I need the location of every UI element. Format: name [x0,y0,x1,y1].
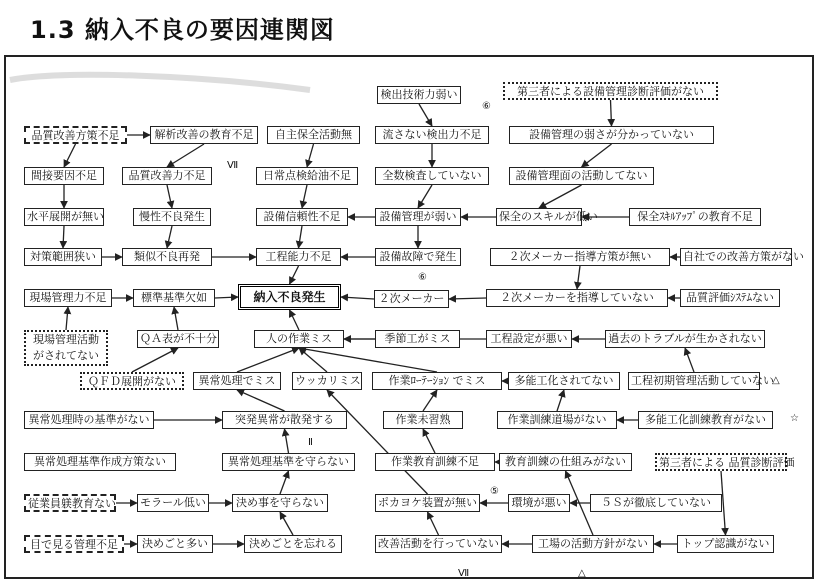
node-core: 納入不良発生 [238,284,341,310]
node-hito-sagyo-miss: 人の作業ミス [254,330,344,348]
node-hozen-skillup: 保全ｽｷﾙｱｯﾌﾟの教育不足 [629,208,761,226]
node-top-ninshiki: トップ認識がない [677,535,774,553]
edge-daisansha-hyoka-to-setsubi-kanri-wakaranai [611,100,612,126]
edge-kaizen-katsudo-to-pokayoke [428,512,439,535]
node-toppatsu-ijo: 突発異常が散発する [222,411,347,429]
node-jisha-kaizen: 自社での改善方策がない [680,248,792,266]
node-moral: モラール低い [137,494,209,512]
node-ijo-mamoranai: 異常処理基準を守らない [222,453,355,471]
node-jishu-hozen: 自主保全活動無 [267,126,360,144]
edge-ijo-shori-miss-to-hito-sagyo-miss [237,348,299,372]
edge-sagyo-kyoiku-to-sagyo-mijukuren [423,429,435,453]
node-kako-trouble: 過去のトラブルが生かされない [605,330,765,348]
node-kankyo: 環境が悪い [508,494,570,512]
node-nichijo-tenken: 日常点検給油不足 [256,167,358,185]
node-daisansha-hyoka: 第三者による設備管理診断評価がない [503,82,718,100]
edge-kenshutsu-ryoku-to-nagasanai [419,104,432,126]
edge-mansei-furyo-to-ruiji-furyo [167,226,172,248]
edge-sagyo-rotation-to-hito-sagyo-miss [299,348,437,372]
edge-niji-maker-to-core [341,297,374,299]
edge-qfd-tenkai-to-qa-hyo [132,348,178,372]
edge-kotei-noryoku-to-core [290,266,299,284]
node-kaiseki-kyoiku: 解析改善の教育不足 [150,126,258,144]
node-sagyo-mijukuren: 作業未習熟 [383,411,463,429]
edge-suihei-tenkai-to-taisaku-hanni [63,226,64,248]
circle-mark: ⑥ [418,272,427,283]
node-kisetsuko: 季節工がミス [375,330,460,348]
node-hozen-skill: 保全のスキルが低い [496,208,582,226]
node-kotei-settei: 工程設定が悪い [486,330,572,348]
node-zensu-kensa: 全数検査していない [375,167,489,185]
edge-hinshitsu-kaizen-hosaku-to-kansetsu-yoin [64,144,76,167]
roman-mark: Ⅱ [308,437,313,448]
triangle-mark: △ [772,375,780,386]
edge-genba-kanri-katsudo-to-genba-kanri [66,307,68,330]
node-jugyoin-kyoiku: 従業員躾教育ない [24,494,116,512]
node-kansetsu-yoin: 間接要因不足 [24,167,104,185]
triangle-mark: △ [578,568,586,579]
circle-mark: ⑥ [482,101,491,112]
edge-qa-hyo-to-hyojun-kijun [174,307,178,330]
edge-ijo-mamoranai-to-toppatsu-ijo [285,429,289,453]
node-daisansha-hinshitsu: 第三者による 品質診断評価 [655,453,787,471]
node-five-s: ５Ｓが徹底していない [590,494,722,512]
node-kimegoto-wasureru: 決めごとを忘れる [244,535,342,553]
edge-nichijo-tenken-to-setsubi-shinraisei [302,185,307,208]
node-ijo-shori-miss: 異常処理でミス [193,372,281,390]
node-suihei-tenkai: 水平展開が無い [24,208,104,226]
node-tanoko: 多能工化されてない [508,372,620,390]
node-niji-maker: ２次メーカー [374,290,449,308]
edge-sagyo-kunren-dojo-to-tanoko [557,390,564,411]
edge-kotei-shoki-to-kako-trouble [685,348,694,372]
node-ukkari-miss: ウッカリミス [292,372,362,390]
node-genba-kanri: 現場管理力不足 [24,289,112,307]
node-setsubi-kosho: 設備故障で発生 [375,248,461,266]
edge-pokayoke-to-ukkari-miss [327,390,428,494]
edge-niji-shido-shiteinai-to-niji-maker [449,298,486,299]
node-kotei-shoki: 工程初期管理活動していない [628,372,760,390]
node-hinshitsu-kaizen-hosaku: 品質改善方策不足 [24,126,127,144]
node-tanoko-kunren: 多能工化訓練教育がない [638,411,773,429]
edge-sagyo-mijukuren-to-sagyo-rotation [423,390,437,411]
node-hinshitsu-kaizen-ryoku: 品質改善力不足 [122,167,212,185]
node-hinshitsu-hyoka-system: 品質評価ｼｽﾃﾑない [680,289,780,307]
node-setsubi-kanri-wakaranai: 設備管理の弱さが分かっていない [509,126,714,144]
edge-kaiseki-kyoiku-to-hinshitsu-kaizen-ryoku [167,144,204,167]
node-kenshutsu-ryoku: 検出技術力弱い [377,86,461,104]
page-title: 1.3 納入不良の要因連関図 [30,16,335,44]
roman-mark: Ⅶ [458,568,470,579]
node-ijo-kijun-sakusei: 異常処理基準作成方策ない [24,453,176,471]
node-setsubi-shinraisei: 設備信頼性不足 [256,208,348,226]
node-kimegoto-ooi: 決めごと多い [137,535,213,553]
edge-niji-shido-nai-to-niji-shido-shiteinai [577,266,580,289]
edge-hito-sagyo-miss-to-core [290,310,300,330]
edge-kimegoto-mamoranai-to-ijo-mamoranai [280,471,289,494]
edge-hinshitsu-kaizen-ryoku-to-mansei-furyo [167,185,172,208]
node-qfd-tenkai: ＱＦＤ展開がない [80,372,184,390]
edge-setsubi-shinraisei-to-kotei-noryoku [299,226,303,248]
node-qa-hyo: ＱＡ表が不十分 [137,330,219,348]
node-hyojun-kijun: 標準基準欠如 [133,289,215,307]
edge-jishu-hozen-to-nichijo-tenken [307,144,314,167]
star-mark: ☆ [790,413,799,424]
edge-setsubi-kanri-wakaranai-to-setsubi-kanri-katsudo [582,144,612,167]
node-taisaku-hanni: 対策範囲狭い [24,248,102,266]
erased-stroke [10,75,310,90]
node-ijo-shori-kijun: 異常処理時の基準がない [24,411,154,429]
node-kotei-noryoku: 工程能力不足 [256,248,341,266]
node-setsubi-kanri-yowai: 設備管理が弱い [375,208,461,226]
circle-mark: ⑤ [490,486,499,497]
node-kyoiku-shikumi: 教育訓練の仕組みがない [499,453,632,471]
node-sagyo-kyoiku: 作業教育訓練不足 [375,453,495,471]
edge-setsubi-kanri-katsudo-to-hozen-skill [539,185,582,208]
node-kojo-hoshin: 工場の活動方針がない [532,535,654,553]
node-pokayoke: ポカヨケ装置が無い [375,494,480,512]
edge-kimegoto-wasureru-to-kimegoto-mamoranai [280,512,293,535]
edge-hyojun-kijun-to-core [215,297,238,298]
edge-zensu-kensa-to-setsubi-kanri-yowai [418,185,432,208]
node-niji-shido-nai: ２次メーカー指導方策が無い [490,248,670,266]
node-ruiji-furyo: 類似不良再発 [122,248,212,266]
node-setsubi-kanri-katsudo: 設備管理面の活動してない [509,167,654,185]
node-kimegoto-mamoranai: 決め事を守らない [232,494,328,512]
node-kaizen-katsudo: 改善活動を行っていない [375,535,502,553]
edge-toppatsu-ijo-to-ijo-shori-miss [237,390,285,411]
node-sagyo-rotation: 作業ﾛｰﾃｰｼｮﾝ でミス [372,372,502,390]
roman-mark: Ⅶ [227,160,239,171]
node-mansei-furyo: 慢性不良発生 [133,208,211,226]
node-mieru-kanri: 目で見る管理不足 [24,535,124,553]
node-genba-kanri-katsudo: 現場管理活動がされてない [24,330,108,366]
node-nagasanai: 流さない検出力不足 [375,126,489,144]
node-niji-shido-shiteinai: ２次メーカーを指導していない [486,289,668,307]
node-sagyo-kunren-dojo: 作業訓練道場がない [497,411,617,429]
